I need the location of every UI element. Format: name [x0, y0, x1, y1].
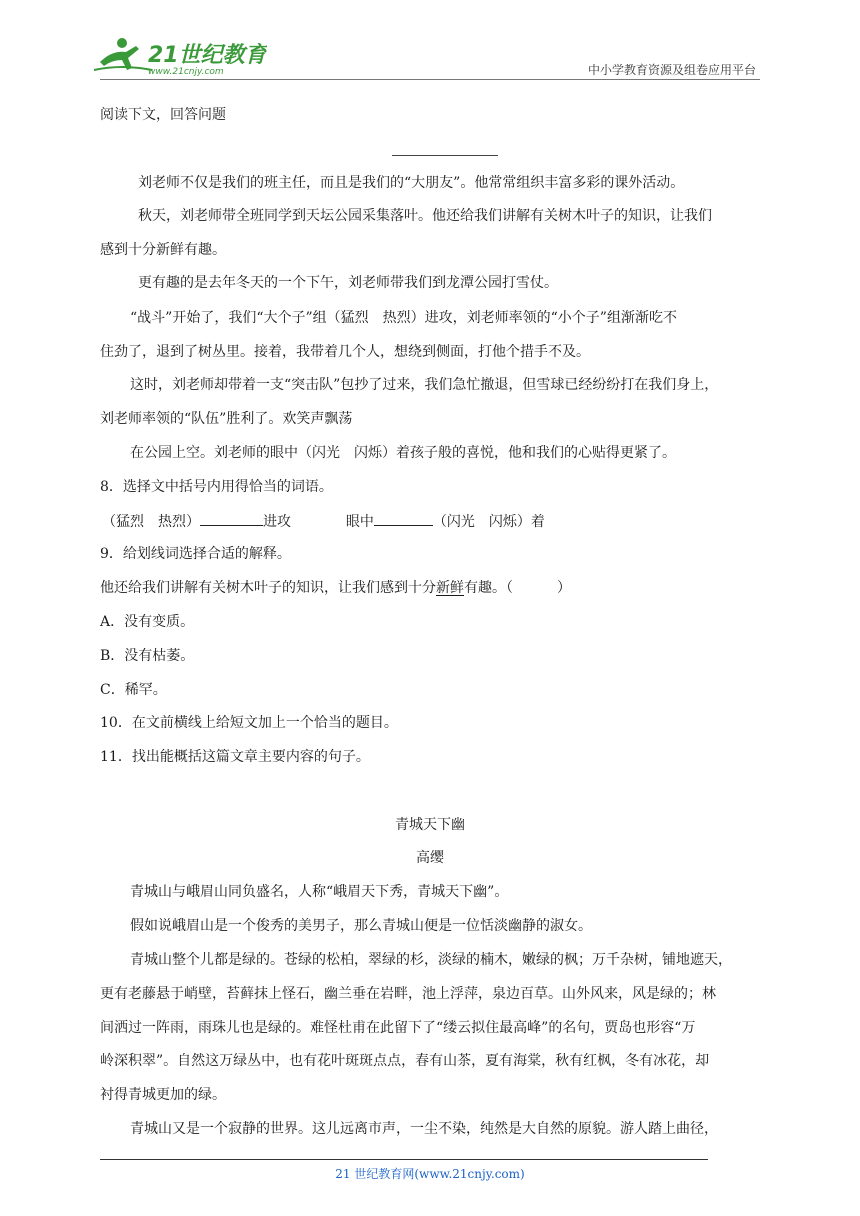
q9-option-a: A．没有变质。 — [100, 614, 195, 630]
platform-name: 中小学教育资源及组卷应用平台 — [587, 63, 756, 77]
passage2-paragraph: 衬得青城更加的绿。 — [100, 1087, 226, 1103]
passage2-paragraph: 青城山整个儿都是绿的。苍绿的松柏，翠绿的杉，淡绿的楠木，嫩绿的枫；万千杂树，铺地遮天， — [130, 952, 732, 968]
question-11: 11．找出能概括这篇文章主要内容的句子。 — [100, 749, 370, 765]
passage1-paragraph: 刘老师不仅是我们的班主任，而且是我们的“大朋友”。他常常组织丰富多彩的课外活动。 — [138, 175, 685, 191]
passage2-author: 高缨 — [416, 850, 444, 866]
q8-answer-blank-a[interactable] — [200, 511, 263, 526]
q9-option-c: C．稀罕。 — [100, 682, 167, 698]
logo-url: www.21cnjy.com — [148, 67, 224, 77]
reading-instruction: 阅读下文，回答问题 — [100, 107, 226, 123]
passage1-paragraph: “战斗”开始了，我们“大个子”组（猛烈 热烈）进攻，刘老师率领的“小个子”组渐渐吃不 — [130, 310, 677, 326]
q8-answer-blank-b[interactable] — [374, 511, 433, 526]
passage1-paragraph: 刘老师率领的“队伍”胜利了。欢笑声飘荡 — [100, 411, 353, 427]
question-8: 8．选择文中括号内用得恰当的词语。 — [100, 479, 333, 495]
question-10: 10．在文前横线上给短文加上一个恰当的题目。 — [100, 715, 398, 731]
passage2-paragraph: 青城山与峨眉山同负盛名，人称“峨眉天下秀，青城天下幽”。 — [130, 884, 509, 900]
question-8-items — [102, 511, 545, 532]
question-9: 9．给划线词选择合适的解释。 — [100, 546, 291, 562]
passage1-paragraph: 在公园上空。刘老师的眼中（闪光 闪烁）着孩子般的喜悦，他和我们的心贴得更紧了。 — [130, 445, 676, 461]
passage1-paragraph: 更有趣的是去年冬天的一个下午，刘老师带我们到龙潭公园打雪仗。 — [138, 275, 558, 291]
passage1-paragraph: 这时，刘老师却带着一支“突击队”包抄了过来，我们急忙撤退，但雪球已经纷纷打在我们身上， — [130, 377, 719, 393]
q8-option-a-after: 进攻 — [263, 514, 291, 530]
passage2-paragraph: 岭深积翠”。自然这万绿丛中，也有花叶斑斑点点，春有山茶，夏有海棠，秋有红枫，冬有冰花，却 — [100, 1053, 710, 1069]
passage1-paragraph: 感到十分新鲜有趣。 — [100, 242, 226, 258]
logo-text: 21世纪教育 — [148, 43, 267, 68]
passage1-paragraph: 住劲了，退到了树丛里。接着，我带着几个人，想绕到侧面，打他个措手不及。 — [100, 344, 590, 360]
q8-option-b-before: 眼中 — [345, 514, 374, 530]
passage2-paragraph: 间洒过一阵雨，雨珠儿也是绿的。难怪杜甫在此留下了“缕云拟住最高峰”的名句，贾岛也形容“万 — [100, 1020, 696, 1036]
footer-link[interactable]: 21 世纪教育网(www.21cnjy.com) — [335, 1167, 525, 1181]
q9-close-paren: ） — [557, 580, 571, 596]
footer-divider — [100, 1159, 708, 1160]
passage2-paragraph: 更有老藤悬于峭壁，苔藓抹上怪石，幽兰垂在岩畔，池上浮萍，泉边百草。山外风来，风是绿的；林 — [100, 986, 716, 1002]
q9-sentence-end: 有趣。（ — [464, 580, 513, 596]
passage2-paragraph: 青城山又是一个寂静的世界。这儿远离市声，一尘不染，纯然是大自然的原貌。游人踏上曲径， — [130, 1121, 718, 1137]
title-blank-line — [392, 155, 498, 156]
q8-option-b-words: （闪光 闪烁）着 — [432, 514, 545, 530]
site-logo — [92, 36, 267, 78]
question-9-sentence — [100, 578, 571, 598]
header-divider — [100, 79, 760, 80]
q9-option-b: B．没有枯萎。 — [100, 648, 195, 664]
passage2-paragraph: 假如说峨眉山是一个俊秀的美男子，那么青城山便是一位恬淡幽静的淑女。 — [130, 918, 592, 934]
q9-underlined-word: 新鲜 — [436, 580, 464, 596]
passage1-paragraph: 秋天，刘老师带全班同学到天坛公园采集落叶。他还给我们讲解有关树木叶子的知识，让我们 — [138, 208, 712, 224]
q8-option-a-words: （猛烈 热烈） — [102, 514, 200, 530]
runner-icon — [94, 38, 152, 70]
q9-sentence-text: 他还给我们讲解有关树木叶子的知识，让我们感到十分 — [100, 580, 436, 596]
passage2-title: 青城天下幽 — [395, 817, 465, 833]
